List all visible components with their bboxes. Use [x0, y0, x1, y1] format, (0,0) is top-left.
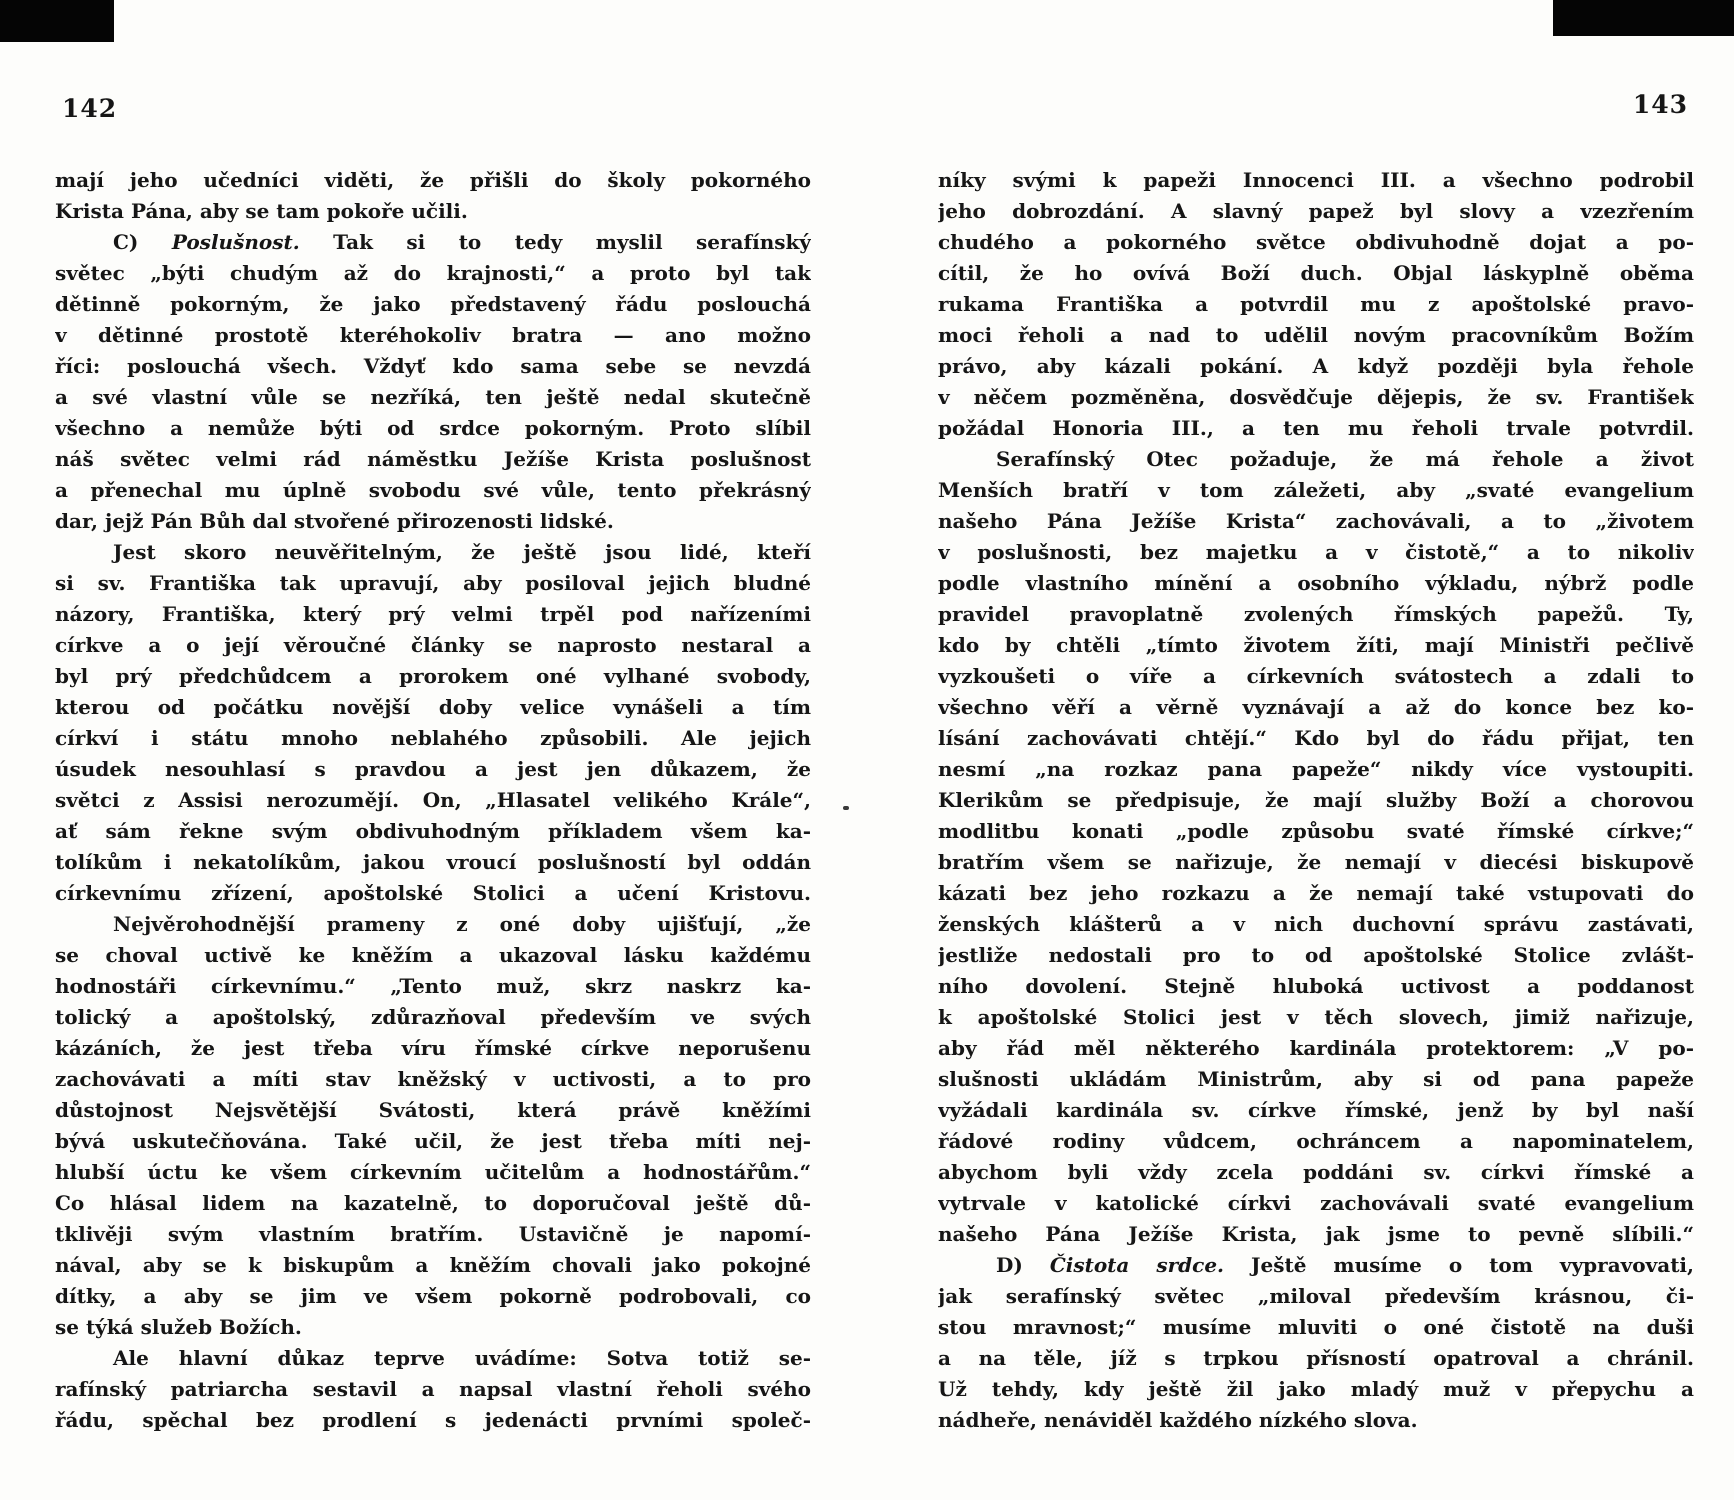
text-line: moci řeholi a nad to udělil novým pracovníkům Božím	[938, 323, 1694, 347]
text-line: světec „býti chudým až do krajnosti,“ a proto byl tak	[55, 261, 811, 285]
text-line: říci: poslouchá všech. Vždyť kdo sama sebe se nevzdá	[55, 354, 811, 378]
text-line: Serafínský Otec požaduje, že má řehole a život	[996, 447, 1694, 471]
text-line: slušnosti ukládám Ministrům, aby si od pana papeže	[938, 1067, 1694, 1091]
text-line: řádu, spěchal bez prodlení s jedenácti prvními společ-	[55, 1408, 811, 1432]
text-run: C)	[113, 230, 172, 254]
text-line: pravidel pravoplatně zvolených římských papežů. Ty,	[938, 602, 1694, 626]
text-line: církví i státu mnoho neblahého způsobili. Ale jejich	[55, 726, 811, 750]
text-line: bývá uskutečňována. Také učil, že jest třeba míti nej-	[55, 1129, 811, 1153]
text-line: důstojnost Nejsvětější Svátosti, která právě kněžími	[55, 1098, 811, 1122]
text-line: se týká služeb Božích.	[55, 1315, 302, 1339]
text-line: úsudek nesouhlasí s pravdou a jest jen důkazem, že	[55, 757, 811, 781]
text-line: tolický a apoštolský, zdůrazňoval především ve svých	[55, 1005, 811, 1029]
text-line: chudého a pokorného světce obdivuhodně dojat a po-	[938, 230, 1694, 254]
text-line: církve a o její věroučné články se naprosto nestaral a	[55, 633, 811, 657]
scan-artifact-ink-speck	[843, 806, 849, 810]
text-line: a na těle, jíž s trpkou přísností opatroval a chránil.	[938, 1346, 1694, 1370]
text-line: se choval uctivě ke kněžím a ukazoval lásku každému	[55, 943, 811, 967]
text-run: Tak si to tedy myslil serafínský	[299, 230, 811, 254]
text-line	[938, 1250, 1694, 1281]
right-page-text-column	[938, 165, 1694, 1436]
text-line: mají jeho učedníci viděti, že přišli do školy pokorného	[55, 168, 811, 192]
text-line: bratřím všem se nařizuje, že nemají v diecési biskupově	[938, 850, 1694, 874]
text-line: ať sám řekne svým obdivuhodným příkladem všem ka-	[55, 819, 811, 843]
text-line: zachovávati a míti stav kněžský v uctivosti, a to pro	[55, 1067, 811, 1091]
text-run: D)	[996, 1253, 1050, 1277]
text-line: dětinně pokorným, že jako představený řádu poslouchá	[55, 292, 811, 316]
text-line: nával, aby se k biskupům a kněžím chovali jako pokojné	[55, 1253, 811, 1277]
text-line: kázáních, že jest třeba víru římské církve neporušenu	[55, 1036, 811, 1060]
text-line: si sv. Františka tak upravují, aby posiloval jejich bludné	[55, 571, 811, 595]
text-line: Nejvěrohodnější prameny z oné doby ujišťují, „že	[113, 912, 811, 936]
text-line: kterou od počátku novější doby velice vynášeli a tím	[55, 695, 811, 719]
text-line: rukama Františka a potvrdil mu z apoštolské pravo-	[938, 292, 1694, 316]
text-line: podle vlastního mínění a osobního výkladu, nýbrž podle	[938, 571, 1694, 595]
text-line: jestliže nedostali pro to od apoštolské Stolice zvlášt-	[938, 943, 1694, 967]
text-line: Menších bratří v tom záležeti, aby „svaté evangelium	[938, 478, 1694, 502]
text-line: ního dovolení. Stejně hluboká uctivost a poddanost	[938, 974, 1694, 998]
page-number-left: 142	[62, 94, 118, 123]
text-line: vyzkoušeti o víře a církevních svátostech a zdali to	[938, 664, 1694, 688]
text-line: řádové rodiny vůdcem, ochráncem a napominatelem,	[938, 1129, 1694, 1153]
text-line: vyžádali kardinála sv. církve římské, jenž by byl naší	[938, 1098, 1694, 1122]
text-line: našeho Pána Ježíše Krista, jak jsme to pevně slíbili.“	[938, 1222, 1694, 1246]
text-line: a přenechal mu úplně svobodu své vůle, tento překrásný	[55, 478, 811, 502]
text-line: dítky, a aby se jim ve všem pokorně podrobovali, co	[55, 1284, 811, 1308]
section-heading-italic: Čistota srdce.	[1049, 1253, 1225, 1277]
text-line: vytrvale v katolické církvi zachovávali svaté evangelium	[938, 1191, 1694, 1215]
text-line: jeho dobrozdání. A slavný papež byl slovy a vzezřením	[938, 199, 1694, 223]
scan-artifact-top-left	[0, 0, 114, 42]
text-line: hodnostáři církevnímu.“ „Tento muž, skrz naskrz ka-	[55, 974, 811, 998]
scan-artifact-top-right	[1553, 0, 1734, 36]
text-line: nesmí „na rozkaz pana papeže“ nikdy více vystoupiti.	[938, 757, 1694, 781]
text-line: všechno věří a věrně vyznávají a až do konce bez ko-	[938, 695, 1694, 719]
text-line: požádal Honoria III., a ten mu řeholi trvale potvrdil.	[938, 416, 1694, 440]
text-line	[55, 227, 811, 258]
text-line: hlubší úctu ke všem církevním učitelům a hodnostářům.“	[55, 1160, 811, 1184]
text-line: nádheře, nenáviděl každého nízkého slova.	[938, 1408, 1418, 1432]
text-line: tolíkům i nekatolíkům, jakou vroucí poslušností byl oddán	[55, 850, 811, 874]
text-line: našeho Pána Ježíše Krista“ zachovávali, a to „životem	[938, 509, 1694, 533]
text-line: v poslušnosti, bez majetku a v čistotě,“ a to nikoliv	[938, 540, 1694, 564]
text-line: ženských klášterů a v nich duchovní správu zastávati,	[938, 912, 1694, 936]
text-line: tklivěji svým vlastním bratřím. Ustavičně je napomí-	[55, 1222, 811, 1246]
text-line: všechno a nemůže býti od srdce pokorným. Proto slíbil	[55, 416, 811, 440]
text-line: Ale hlavní důkaz teprve uvádíme: Sotva totiž se-	[113, 1346, 811, 1370]
text-line: aby řád měl některého kardinála protektorem: „V po-	[938, 1036, 1694, 1060]
text-line: dar, jejž Pán Bůh dal stvořené přirozenosti lidské.	[55, 509, 614, 533]
text-line: Už tehdy, kdy ještě žil jako mladý muž v přepychu a	[938, 1377, 1694, 1401]
text-line: církevnímu zřízení, apoštolské Stolici a učení Kristovu.	[55, 881, 811, 905]
text-line: názory, Františka, který prý velmi trpěl pod nařízeními	[55, 602, 811, 626]
text-line: k apoštolské Stolici jest v těch slovech, jimiž nařizuje,	[938, 1005, 1694, 1029]
text-line: Krista Pána, aby se tam pokoře učili.	[55, 199, 468, 223]
page-number-right: 143	[1632, 90, 1688, 119]
text-line: byl prý předchůdcem a prorokem oné vylhané svobody,	[55, 664, 811, 688]
text-line: náš světec velmi rád náměstku Ježíše Krista poslušnost	[55, 447, 811, 471]
text-line: modlitbu konati „podle způsobu svaté římské církve;“	[938, 819, 1694, 843]
text-line: Klerikům se předpisuje, že mají služby Boží a chorovou	[938, 788, 1694, 812]
text-line: jak serafínský světec „miloval především krásnou, či-	[938, 1284, 1694, 1308]
section-heading-italic: Poslušnost.	[171, 230, 300, 254]
text-line: abychom byli vždy zcela poddáni sv. církvi římské a	[938, 1160, 1694, 1184]
text-line: právo, aby kázali pokání. A když později byla řehole	[938, 354, 1694, 378]
text-line: kázati bez jeho rozkazu a že nemají také vstupovati do	[938, 881, 1694, 905]
text-line: Jest skoro neuvěřitelným, že ještě jsou lidé, kteří	[113, 540, 811, 564]
text-line: cítil, že ho ovívá Boží duch. Objal láskyplně oběma	[938, 261, 1694, 285]
text-line: v něčem pozměněna, dosvědčuje dějepis, že sv. František	[938, 385, 1694, 409]
text-line: a své vlastní vůle se nezříká, ten ještě nedal skutečně	[55, 385, 811, 409]
text-line: kdo by chtěli „tímto životem žíti, mají Ministři pečlivě	[938, 633, 1694, 657]
text-line: světci z Assisi nerozumějí. On, „Hlasatel velikého Krále“,	[55, 788, 811, 812]
text-line: lísání zachovávati chtějí.“ Kdo byl do řádu přijat, ten	[938, 726, 1694, 750]
text-line: v dětinné prostotě kteréhokoliv bratra — ano možno	[55, 323, 811, 347]
text-line: stou mravnost;“ musíme mluviti o oné čistotě na duši	[938, 1315, 1694, 1339]
text-line: níky svými k papeži Innocenci III. a všechno podrobil	[938, 168, 1694, 192]
left-page-text-column	[55, 165, 811, 1436]
text-run: Ještě musíme o tom vypravovati,	[1224, 1253, 1694, 1277]
text-line: Co hlásal lidem na kazatelně, to doporučoval ještě dů-	[55, 1191, 811, 1215]
text-line: rafínský patriarcha sestavil a napsal vlastní řeholi svého	[55, 1377, 811, 1401]
